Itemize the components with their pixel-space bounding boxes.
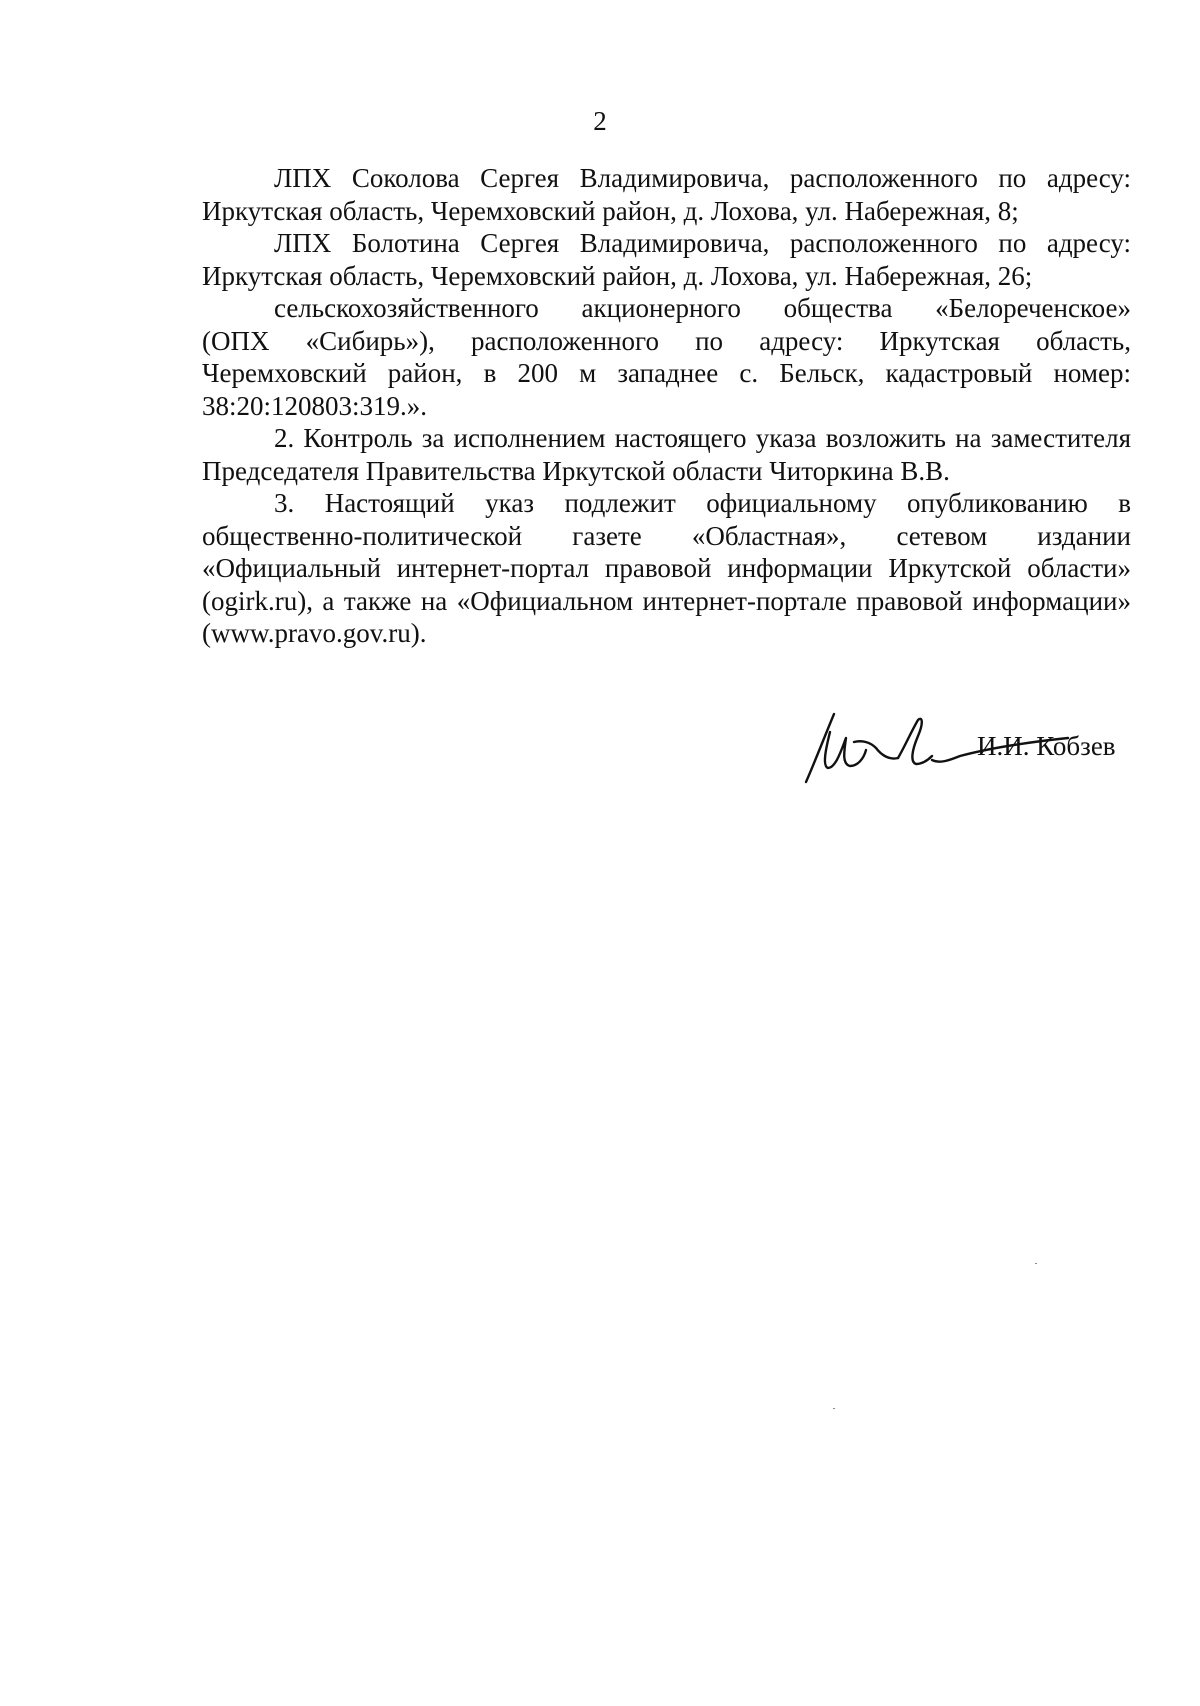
text-line: Черемховский район, в 200 м западнее с. Бельск, кадастровый номер: [202, 358, 1131, 388]
text-line: общественно-политической газете «Областная», сетевом издании [202, 520, 1131, 551]
page-number: 2 [593, 106, 607, 136]
text-line: ЛПХ Болотина Сергея Владимировича, расположенного по адресу: [274, 228, 1131, 258]
text-line: (ogirk.ru), а также на «Официальном интернет-портале правовой информации» [202, 585, 1131, 616]
paragraph-bolotin [202, 227, 1131, 292]
text-line: (ОПХ «Сибирь»), расположенного по адресу: Иркутская область, [202, 325, 1131, 356]
text-line: Иркутская область, Черемховский район, д. Лохова, ул. Набережная, 8; [202, 195, 1019, 226]
text-line: (www.pravo.gov.ru). [202, 618, 427, 648]
text-line: Иркутская область, Черемховский район, д. Лохова, ул. Набережная, 26; [202, 260, 1033, 291]
scan-speck [833, 1408, 835, 1409]
paragraph-publication [202, 487, 1131, 650]
text-line: Председателя Правительства Иркутской области Читоркина В.В. [202, 455, 950, 486]
text-line: 2. Контроль за исполнением настоящего указа возложить на заместителя [274, 423, 1131, 453]
paragraph-belorechenskoe [202, 292, 1131, 422]
text-line: 38:20:120803:319.». [202, 390, 428, 421]
scan-speck [1035, 1263, 1037, 1264]
signature-block [800, 708, 1130, 788]
text-line: 3. Настоящий указ подлежит официальному опубликованию в [274, 488, 1131, 518]
text-line: «Официальный интернет-портал правовой информации Иркутской области» [202, 553, 1131, 583]
signer-name: И.И. Кобзев [977, 731, 1116, 761]
paragraph-control [202, 422, 1131, 487]
paragraph-sokolov [202, 162, 1131, 227]
text-line: сельскохозяйственного акционерного общества «Белореченское» [274, 293, 1131, 323]
text-line: ЛПХ Соколова Сергея Владимировича, расположенного по адресу: [274, 163, 1131, 193]
document-body [202, 162, 1131, 650]
